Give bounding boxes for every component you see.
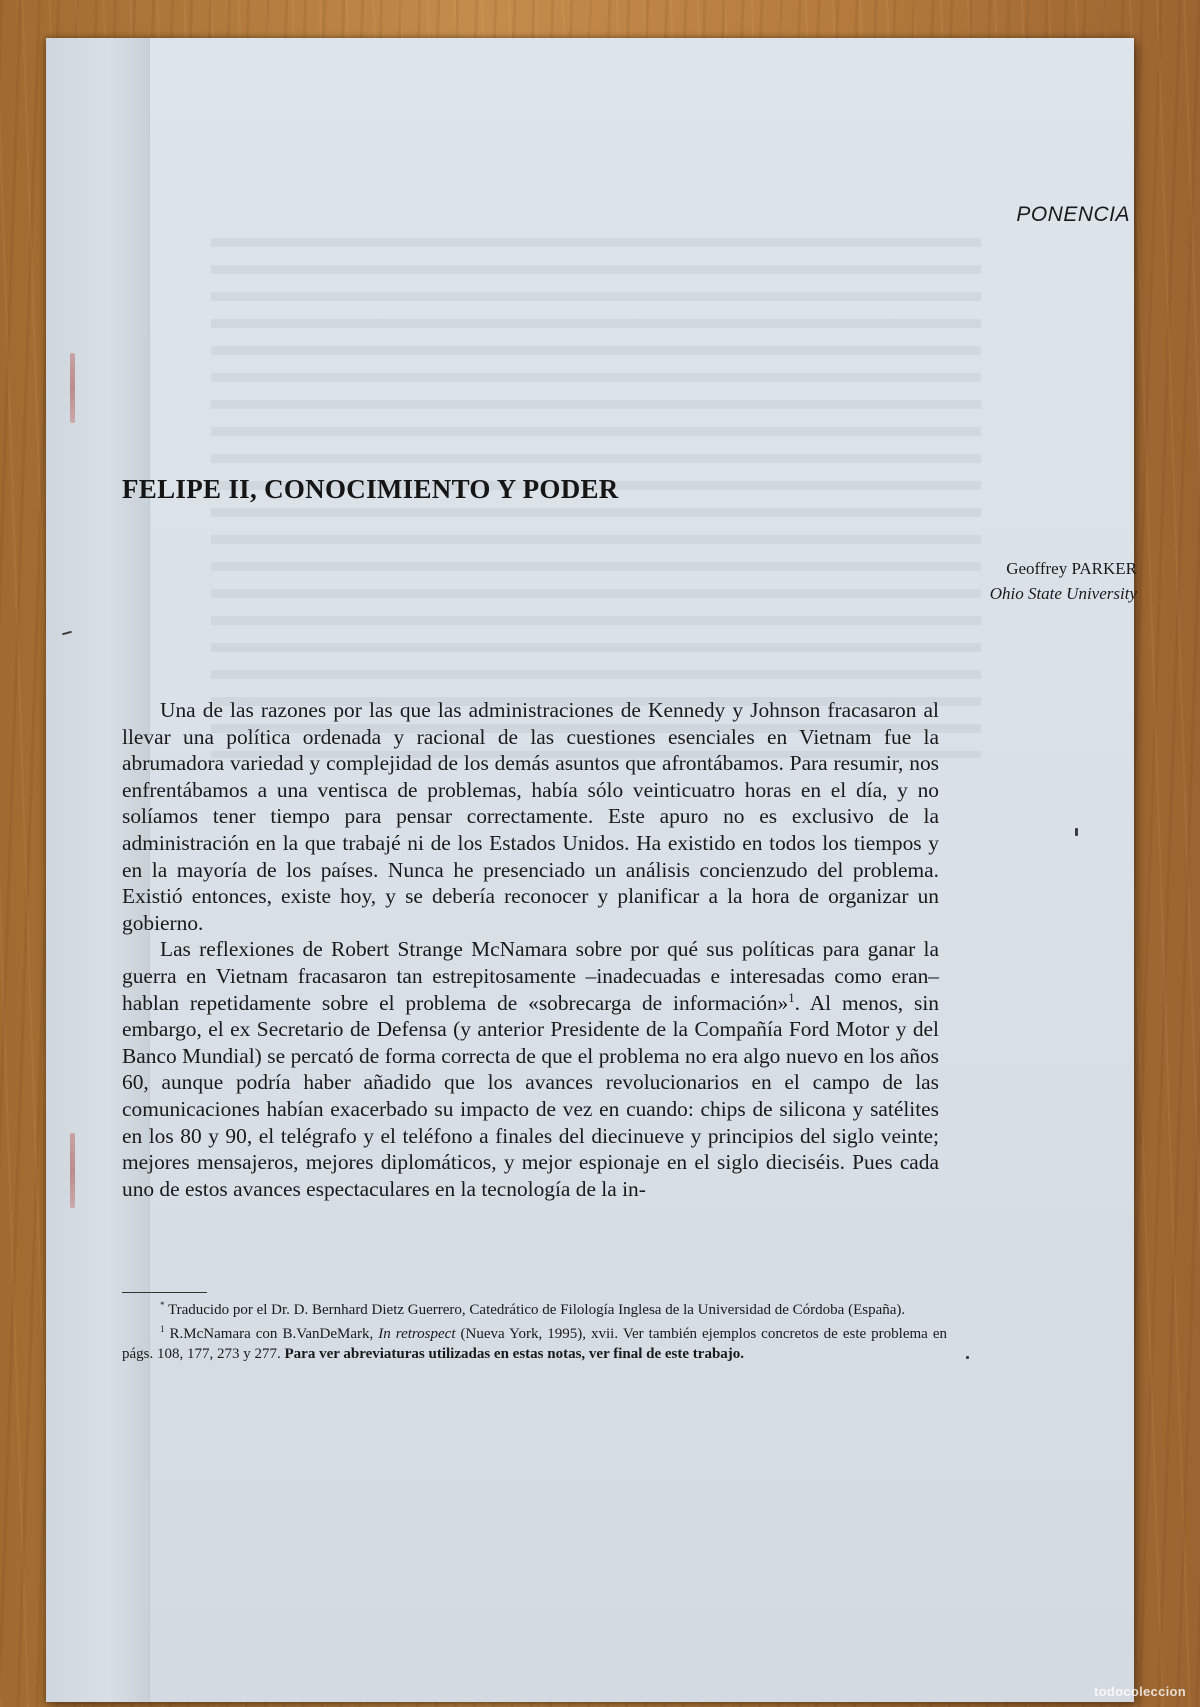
author-block xyxy=(990,556,1137,606)
footnote-1-text-mid: (Nueva York, 1995), xvii. Ver también ejemplos concretos de este problema en págs. 108, 177, 273 y 277. xyxy=(122,1326,948,1362)
footnote-translator-text: Traducido por el Dr. D. Bernhard Dietz Guerrero, Catedrático de Filología Inglesa de la Universidad de Córdoba (España). xyxy=(167,1302,906,1318)
speck xyxy=(966,1356,969,1359)
footnotes xyxy=(122,1300,947,1368)
author-affiliation: Ohio State University xyxy=(989,584,1137,603)
staple-mark-bottom xyxy=(70,1133,75,1208)
footnote-1 xyxy=(122,1324,947,1364)
footnote-1-text-start: R.McNamara con B.VanDeMark, xyxy=(169,1326,379,1342)
paragraph-1: Una de las razones por las que las administraciones de Kennedy y Johnson fracasaron al llevar una política ordenada y racional de las cuestiones esenciales en Vietnam fue la abrumadora variedad y complejidad de los demás asuntos que afrontábamos. Para resumir, nos enfrentábamos a una ventisca de problemas, había sólo veinticuatro horas en el día, y no solíamos tener tiempo para pensar correctamente. Este apuro no es exclusivo de la administración en la que trabajé ni de los Estados Unidos. Ha existido en todos los tiempos y en la mayoría de los países. Nunca he presenciado un análisis concienzudo del problema. Existió entonces, existe hoy, y se debería reconocer y planificar a la hora de organizar un gobierno. xyxy=(122,698,939,935)
footnote-translator xyxy=(122,1300,947,1320)
watermark: todocoleccion xyxy=(1093,1684,1186,1699)
footnote-1-book-title: In retrospect xyxy=(378,1326,456,1342)
paragraph-2-part-2: . Al menos, sin embargo, el ex Secretario de Defensa (y anterior Presidente de la Compañía Ford Motor y del Banco Mundial) se percató de forma correcta de que el problema no era algo nuevo en los años 60, aunque podría haber añadido que los avances revolucionarios en el campo de las comunicaciones habían exacerbado su impacto de vez en cuando: chips de silicona y satélites en los 80 y 90, el telégrafo y el teléfono a finales del diecinueve y principios del siglo veinte; mejores mensajeros, mejores diplomáticos, y mejor espionaje en el siglo dieciséis. Pues cada uno de estos avances espectaculares en la tecnología de la in- xyxy=(122,990,939,1201)
author-name: Geoffrey PARKER xyxy=(1006,559,1137,578)
article-title: FELIPE II, CONOCIMIENTO Y PODER xyxy=(122,474,619,504)
footnote-mark-asterisk: * xyxy=(160,1300,165,1310)
section-label: PONENCIA xyxy=(1016,203,1130,226)
paragraph-2-part-1: Las reflexiones de Robert Strange McNamara sobre por qué sus políticas para ganar la guerra en Vietnam fracasaron tan estrepitosamente –inadecuadas e interesadas como eran– hablan repetidamente sobre el problema de «sobrecarga de información» xyxy=(122,937,939,1015)
footnote-divider xyxy=(122,1292,207,1293)
footnote-ref-1[interactable]: 1 xyxy=(788,990,795,1005)
paragraph-2 xyxy=(122,936,939,1202)
article-body xyxy=(122,697,939,1202)
footnote-1-note: Para ver abreviaturas utilizadas en estas notas, ver final de este trabajo. xyxy=(284,1346,745,1362)
staple-mark-top xyxy=(70,353,75,423)
footnote-mark-1: 1 xyxy=(160,1324,165,1334)
speck xyxy=(1075,828,1078,836)
